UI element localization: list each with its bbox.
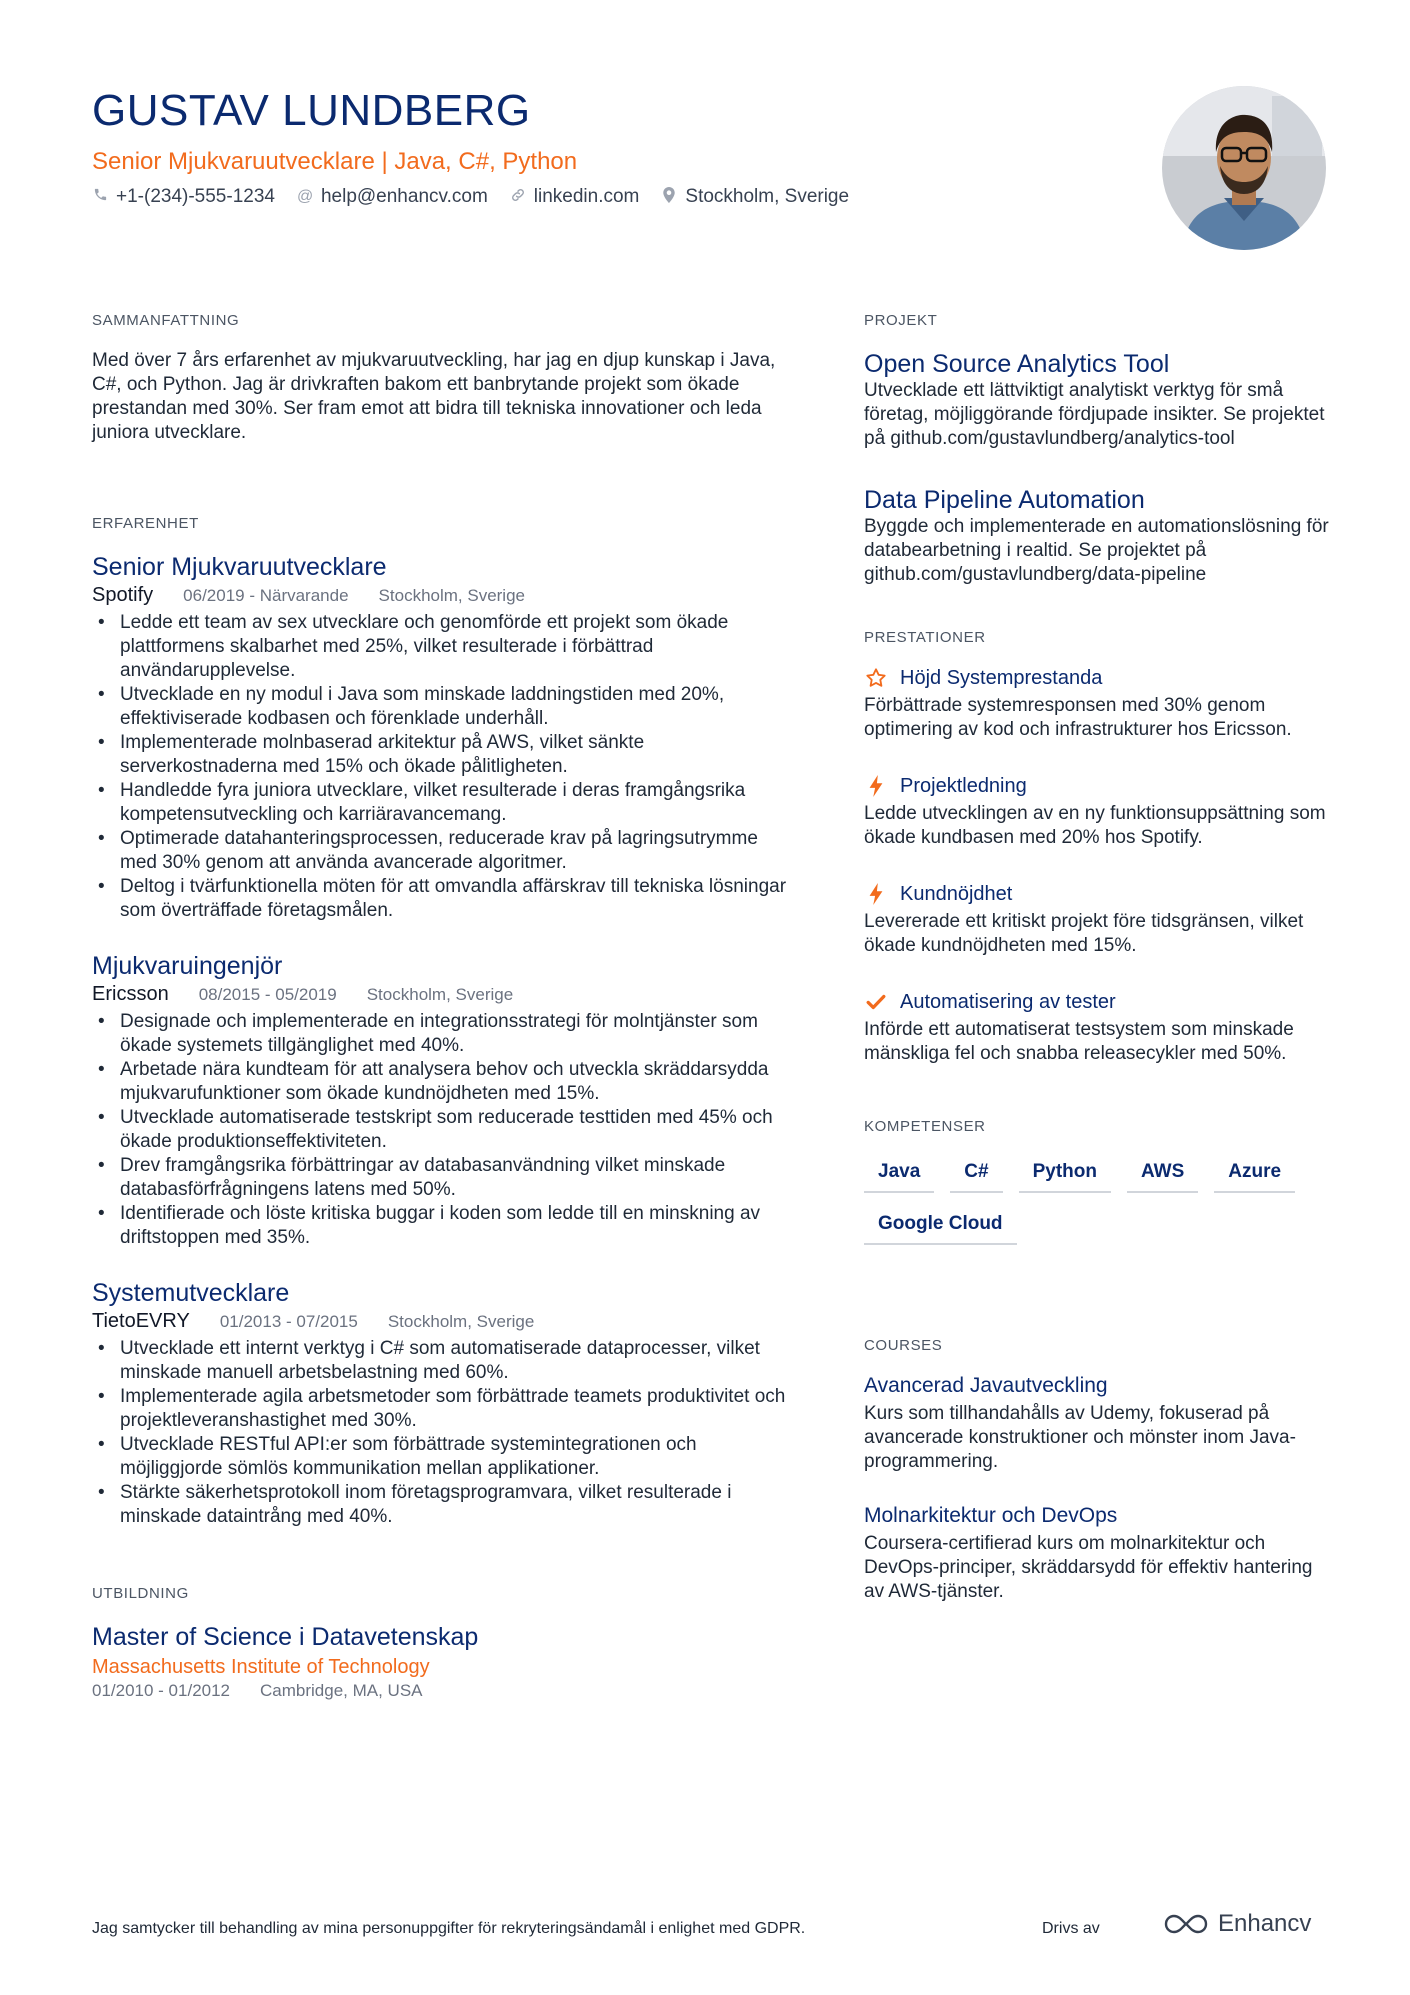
- achievement-entry: [864, 882, 1334, 958]
- job-company: TietoEVRY: [92, 1310, 190, 1332]
- achievements-section: [864, 629, 1334, 1066]
- project-title: Open Source Analytics Tool: [864, 350, 1170, 378]
- job-bullet: • Implementerade molnbaserad arkitektur på AWS, vilket sänkte serverkostnaderna med 15% och ökade pålitligheten.: [92, 731, 792, 779]
- contact-phone[interactable]: [92, 186, 275, 208]
- achievement-text: Förbättrade systemresponsen med 30% genom optimering av kod och infrastrukturer hos Ericsson.: [864, 695, 1292, 740]
- powered-by-label: Drivs av: [1042, 1920, 1100, 1937]
- experience-heading: ERFARENHET: [92, 515, 199, 532]
- gdpr-consent: Jag samtycker till behandling av mina personuppgifter för rekryteringsändamål i enlighet med GDPR.: [92, 1920, 806, 1937]
- skill-tag: AWS: [1127, 1155, 1198, 1193]
- job-dates: 01/2013 - 07/2015: [219, 1312, 358, 1331]
- skill-tag: Java: [864, 1155, 934, 1193]
- summary-heading: SAMMANFATTNING: [92, 312, 240, 329]
- job-bullet: • Utvecklade RESTful API:er som förbättrade systemintegrationen och möjliggjorde sömlös kommunikation mellan applikationer.: [92, 1433, 792, 1481]
- project-entry: [864, 349, 1334, 451]
- job-meta: [92, 584, 792, 607]
- job-bullet: • Identifierade och löste kritiska buggar i koden som ledde till en minskning av driftstoppen med 35%.: [92, 1202, 792, 1250]
- skill-tag: Google Cloud: [864, 1207, 1017, 1245]
- job-bullet: • Arbetade nära kundteam för att analysera behov och utveckla skräddarsydda mjukvarufunktioner som ökade kundnöjdheten med 15%.: [92, 1058, 792, 1106]
- achievement-title: Automatisering av tester: [900, 990, 1116, 1013]
- enhancv-logo-text: Enhancv: [1218, 1910, 1312, 1937]
- achievements-heading: PRESTATIONER: [864, 629, 986, 646]
- location-icon: [661, 187, 677, 208]
- achievement-entry: [864, 990, 1334, 1066]
- contact-bar: [92, 186, 849, 208]
- project-title: Data Pipeline Automation: [864, 486, 1145, 514]
- job-location: Stockholm, Sverige: [366, 985, 514, 1004]
- education-heading: UTBILDNING: [92, 1585, 189, 1602]
- job-meta: [92, 983, 792, 1006]
- education-dates: 01/2010 - 01/2012: [92, 1681, 231, 1700]
- course-title: Molnarkitektur och DevOps: [864, 1504, 1118, 1527]
- job-dates: 06/2019 - Närvarande: [183, 586, 349, 605]
- education-degree: Master of Science i Datavetenskap: [92, 1623, 479, 1651]
- job-bullets: [92, 611, 792, 923]
- job-dates: 08/2015 - 05/2019: [198, 985, 337, 1004]
- right-column: [864, 312, 1334, 1634]
- achievement-head: [864, 990, 1334, 1014]
- job-bullet: • Utvecklade automatiserade testskript som reducerade testtiden med 45% och ökade produktionseffektiviteten.: [92, 1106, 792, 1154]
- job-company: Spotify: [92, 584, 154, 606]
- skill-tag: C#: [950, 1155, 1002, 1193]
- lightning-icon: [864, 882, 888, 906]
- achievement-title: Kundnöjdhet: [900, 882, 1013, 905]
- job-bullet: • Stärkte säkerhetsprotokoll inom företagsprogramvara, vilket resulterade i minskade dataintrång med 40%.: [92, 1481, 792, 1529]
- education-school: Massachusetts Institute of Technology: [92, 1656, 430, 1678]
- job-bullet: • Deltog i tvärfunktionella möten för att omvandla affärskrav till tekniska lösningar som överträffade företagsmålen.: [92, 875, 792, 923]
- candidate-name: GUSTAV LUNDBERG: [92, 86, 531, 135]
- course-text: Coursera-certifierad kurs om molnarkitektur och DevOps-principer, skräddarsydd för effektiv hantering av AWS-tjänster.: [864, 1533, 1313, 1602]
- lightning-icon: [864, 774, 888, 798]
- job-bullet: • Ledde ett team av sex utvecklare och genomförde ett projekt som ökade plattformens skalbarhet med 25%, vilket resulterade i förbättrad användarupplevelse.: [92, 611, 792, 683]
- project-text: Utvecklade ett lättviktigt analytiskt verktyg för små företag, möjliggörande fördjupade insikter. Se projektet på github.com/gustavlundberg/analytics-tool: [864, 380, 1325, 449]
- achievement-text: Levererade ett kritiskt projekt före tidsgränsen, vilket ökade kundnöjdheten med 15%.: [864, 911, 1304, 956]
- job-title: Mjukvaruingenjör: [92, 952, 283, 980]
- link-icon: [510, 187, 526, 208]
- job-bullet: • Handledde fyra juniora utvecklare, vilket resulterade i deras framgångsrika kompetensutveckling och karriäravancemang.: [92, 779, 792, 827]
- skills-list: [864, 1155, 1334, 1245]
- job-bullet: • Implementerade agila arbetsmetoder som förbättrade teamets produktivitet och projektleveranshastighet med 30%.: [92, 1385, 792, 1433]
- contact-linkedin-text: linkedin.com: [533, 186, 640, 207]
- job-title: Senior Mjukvaruutvecklare: [92, 553, 387, 581]
- contact-email-text: help@enhancv.com: [320, 186, 488, 207]
- education-location: Cambridge, MA, USA: [260, 1681, 423, 1700]
- course-entry: [864, 1504, 1334, 1604]
- achievement-title: Höjd Systemprestanda: [900, 666, 1103, 689]
- achievement-head: [864, 882, 1334, 906]
- enhancv-logo[interactable]: [1162, 1910, 1311, 1938]
- summary-text: Med över 7 års erfarenhet av mjukvaruutveckling, har jag en djup kunskap i Java, C#, och Python. Jag är drivkraften bakom ett banbrytande projekt som ökade prestandan med 30%. Ser fram emot att bidra till tekniska innovationer och leda juniora utvecklare.: [92, 350, 776, 443]
- project-text: Byggde och implementerade en automationslösning för databearbetning i realtid. Se projektet på github.com/gustavlundberg/data-pipeline: [864, 516, 1329, 585]
- job-company: Ericsson: [92, 983, 169, 1005]
- experience-section: [92, 515, 792, 1529]
- contact-location: [661, 186, 849, 208]
- job-location: Stockholm, Sverige: [387, 1312, 535, 1331]
- education-meta: [92, 1681, 792, 1701]
- education-section: [92, 1585, 792, 1701]
- achievement-title: Projektledning: [900, 774, 1027, 797]
- job-bullet: • Drev framgångsrika förbättringar av databasanvändning vilket minskade databasförfrågningens latens med 50%.: [92, 1154, 792, 1202]
- job-entry: [92, 951, 792, 1250]
- job-bullet: • Designade och implementerade en integrationsstrategi för molntjänster som ökade systemets tillgänglighet med 40%.: [92, 1010, 792, 1058]
- job-entry: [92, 552, 792, 923]
- contact-phone-text: +1-(234)-555-1234: [116, 186, 275, 207]
- at-icon: @: [296, 188, 314, 205]
- job-bullet: • Utvecklade ett internt verktyg i C# som automatiserade dataprocesser, vilket minskade manuell arbetsbelastning med 60%.: [92, 1337, 792, 1385]
- courses-section: [864, 1337, 1334, 1604]
- courses-heading: COURSES: [864, 1337, 943, 1354]
- contact-email[interactable]: [297, 186, 488, 208]
- contact-location-text: Stockholm, Sverige: [685, 186, 850, 207]
- job-bullet: • Optimerade datahanteringsprocessen, reducerade krav på lagringsutrymme med 30% genom att använda avancerade algoritmer.: [92, 827, 792, 875]
- achievement-head: [864, 774, 1334, 798]
- project-entry: [864, 485, 1334, 587]
- contact-linkedin[interactable]: [510, 186, 640, 208]
- checkmark-icon: [864, 990, 888, 1014]
- job-bullets: [92, 1010, 792, 1250]
- projects-section: [864, 312, 1334, 587]
- enhancv-logo-icon: [1162, 1911, 1210, 1937]
- profile-photo: [1162, 86, 1326, 250]
- achievement-entry: [864, 774, 1334, 850]
- summary-section: [92, 312, 792, 445]
- star-icon: [864, 666, 888, 690]
- job-title: Systemutvecklare: [92, 1279, 290, 1307]
- skills-section: [864, 1118, 1334, 1245]
- course-text: Kurs som tillhandahålls av Udemy, fokuserad på avancerade konstruktioner och mönster inom Java-programmering.: [864, 1403, 1296, 1472]
- skills-heading: KOMPETENSER: [864, 1118, 986, 1135]
- projects-heading: PROJEKT: [864, 312, 938, 329]
- candidate-headline: Senior Mjukvaruutvecklare | Java, C#, Python: [92, 148, 578, 175]
- course-title: Avancerad Javautveckling: [864, 1374, 1108, 1397]
- skill-tag: Azure: [1214, 1155, 1295, 1193]
- phone-icon: [92, 187, 108, 207]
- achievement-text: Ledde utvecklingen av en ny funktionsuppsättning som ökade kundbasen med 20% hos Spotify.: [864, 803, 1326, 848]
- job-bullets: [92, 1337, 792, 1529]
- achievement-entry: [864, 666, 1334, 742]
- skill-tag: Python: [1019, 1155, 1111, 1193]
- job-entry: [92, 1278, 792, 1529]
- left-column: [92, 312, 792, 1705]
- achievement-head: [864, 666, 1334, 690]
- job-location: Stockholm, Sverige: [378, 586, 525, 605]
- course-entry: [864, 1374, 1334, 1474]
- job-meta: [92, 1310, 792, 1333]
- achievement-text: Införde ett automatiserat testsystem som minskade mänskliga fel och snabba releasecykler med 50%.: [864, 1019, 1294, 1064]
- job-bullet: • Utvecklade en ny modul i Java som minskade laddningstiden med 20%, effektiviserade kodbasen och förenklade underhåll.: [92, 683, 792, 731]
